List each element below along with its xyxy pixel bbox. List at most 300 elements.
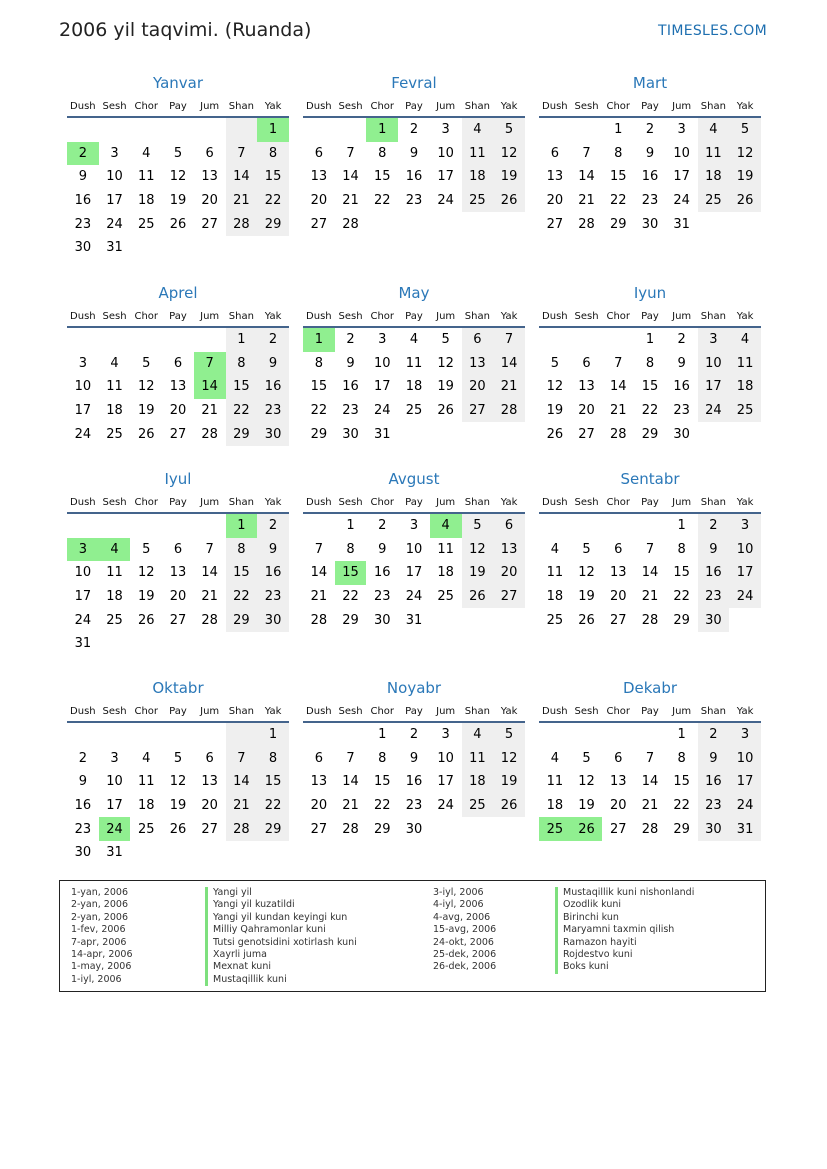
day-cell: 22	[226, 399, 258, 423]
day-cell: 5	[493, 118, 525, 142]
day-cell: 24	[106, 216, 123, 232]
day-cell: 11	[462, 747, 494, 771]
month-calendar	[303, 283, 525, 446]
day-cell: 17	[437, 169, 454, 185]
day-cell: 29	[673, 821, 690, 837]
month-name: Noyabr	[386, 679, 442, 697]
month-name: Mart	[632, 74, 668, 92]
legend-holiday-name: Boks kuni	[563, 961, 609, 973]
day-cell: 26	[169, 216, 187, 232]
day-cell: 21	[201, 403, 218, 419]
day-cell: 15	[373, 774, 391, 790]
month-calendar	[539, 469, 761, 632]
day-cell: 10	[74, 565, 92, 581]
empty-cell	[571, 118, 603, 142]
day-cell: 19	[578, 589, 595, 605]
day-cell: 11	[106, 379, 123, 395]
weekday-label: Pay	[405, 497, 423, 508]
day-grid	[303, 328, 525, 446]
legend-date: 26-dek, 2006	[433, 961, 497, 973]
weekday-label: Dush	[306, 706, 332, 717]
day-cell: 19	[546, 403, 564, 419]
day-cell: 8	[378, 750, 387, 766]
empty-cell	[194, 118, 226, 142]
day-cell: 3	[378, 332, 387, 348]
empty-cell	[303, 514, 335, 538]
day-cell: 23	[405, 798, 423, 814]
day-cell: 11	[106, 565, 123, 581]
day-grid	[539, 118, 761, 236]
day-cell: 14	[201, 565, 218, 581]
weekday-label: Dush	[306, 497, 332, 508]
day-cell: 22	[257, 794, 289, 818]
day-cell: 6	[550, 145, 559, 161]
weekday-label: Jum	[200, 101, 220, 112]
legend-date: 3-iyl, 2006	[433, 887, 484, 898]
day-cell: 25	[729, 399, 761, 423]
day-cell: 10	[74, 379, 92, 395]
day-cell: 4	[698, 118, 730, 142]
day-cell: 9	[409, 750, 419, 766]
empty-cell	[99, 118, 131, 142]
page-title: 2006 yil taqvimi. (Ruanda)	[59, 19, 312, 41]
weekday-label: Dush	[542, 706, 568, 717]
day-cell: 28	[201, 426, 218, 442]
day-cell: 21	[226, 189, 258, 213]
day-cell: 8	[226, 538, 258, 562]
day-cell: 13	[169, 379, 187, 395]
day-cell: 18	[462, 770, 494, 794]
day-cell: 27	[169, 426, 187, 442]
day-cell: 30	[74, 240, 92, 256]
day-cell: 7	[226, 142, 258, 166]
weekday-label: Jum	[436, 311, 456, 322]
day-cell: 25	[137, 821, 155, 837]
day-cell: 13	[462, 352, 494, 376]
weekday-label: Jum	[672, 311, 692, 322]
day-cell: 29	[310, 426, 328, 442]
empty-cell	[571, 514, 603, 538]
empty-cell	[634, 723, 666, 747]
weekday-label: Jum	[200, 497, 220, 508]
day-cell: 15	[257, 770, 289, 794]
day-cell: 24	[673, 193, 690, 209]
day-cell: 23	[257, 585, 289, 609]
day-cell: 22	[342, 589, 359, 605]
day-cell: 2	[698, 514, 730, 538]
day-cell: 30	[342, 426, 359, 442]
holiday-day-cell: 1	[303, 328, 335, 352]
day-cell: 29	[609, 216, 627, 232]
day-cell: 29	[226, 608, 258, 632]
day-cell: 14	[226, 770, 258, 794]
empty-cell	[99, 328, 131, 352]
day-cell: 13	[578, 379, 595, 395]
weekday-label: Chor	[606, 311, 631, 322]
day-cell: 17	[729, 770, 761, 794]
legend-holiday-name: Mustaqillik kuni nishonlandi	[563, 887, 695, 898]
day-cell: 27	[462, 399, 494, 423]
empty-cell	[303, 118, 335, 142]
weekday-label: Yak	[500, 497, 518, 508]
day-cell: 19	[137, 589, 155, 605]
weekday-label: Shan	[700, 101, 726, 112]
day-cell: 25	[137, 216, 155, 232]
weekday-label: Sesh	[102, 706, 127, 717]
day-cell: 25	[462, 189, 494, 213]
day-cell: 5	[173, 145, 183, 161]
empty-cell	[162, 328, 194, 352]
day-cell: 29	[226, 422, 258, 446]
day-cell: 24	[698, 399, 730, 423]
day-cell: 9	[346, 355, 355, 371]
legend-dates-left	[71, 887, 133, 986]
legend-holiday-name: Milliy Qahramonlar kuni	[213, 924, 326, 936]
weekday-label: Pay	[641, 497, 659, 508]
day-cell: 23	[673, 403, 690, 419]
weekday-label: Sesh	[574, 311, 599, 322]
day-cell: 3	[78, 355, 87, 371]
day-cell: 8	[314, 355, 323, 371]
day-cell: 22	[373, 193, 391, 209]
empty-cell	[303, 723, 335, 747]
day-cell: 23	[698, 585, 730, 609]
day-cell: 1	[614, 122, 623, 138]
day-cell: 4	[409, 332, 419, 348]
day-cell: 1	[677, 727, 686, 743]
day-cell: 23	[257, 399, 289, 423]
day-cell: 20	[609, 798, 627, 814]
day-cell: 9	[409, 145, 419, 161]
day-cell: 3	[729, 723, 761, 747]
day-cell: 18	[137, 193, 155, 209]
day-cell: 4	[142, 750, 151, 766]
day-cell: 13	[201, 169, 218, 185]
holiday-day-cell: 3	[67, 538, 99, 562]
day-cell: 15	[226, 375, 258, 399]
weekday-label: Chor	[606, 497, 631, 508]
month-calendar	[67, 73, 289, 260]
empty-cell	[335, 723, 367, 747]
day-cell: 20	[546, 193, 564, 209]
day-cell: 22	[673, 798, 690, 814]
day-cell: 5	[729, 118, 761, 142]
weekday-label: Yak	[500, 706, 518, 717]
day-cell: 26	[546, 426, 564, 442]
weekday-header	[539, 308, 761, 328]
day-cell: 22	[257, 189, 289, 213]
day-grid	[303, 118, 525, 236]
day-cell: 2	[409, 727, 419, 743]
month-name: Avgust	[388, 470, 440, 488]
empty-cell	[539, 118, 571, 142]
day-grid	[67, 118, 289, 260]
day-cell: 15	[609, 169, 627, 185]
day-cell: 2	[645, 122, 655, 138]
day-cell: 17	[437, 774, 454, 790]
day-cell: 11	[698, 142, 730, 166]
legend-date: 1-yan, 2006	[71, 887, 128, 898]
day-grid	[539, 514, 761, 632]
day-cell: 28	[226, 212, 258, 236]
day-cell: 11	[137, 774, 155, 790]
day-cell: 25	[437, 589, 454, 605]
holiday-day-cell: 15	[335, 561, 367, 585]
day-cell: 12	[462, 538, 494, 562]
day-cell: 15	[373, 169, 391, 185]
day-cell: 16	[74, 193, 92, 209]
day-cell: 25	[106, 612, 123, 628]
day-cell: 27	[310, 821, 328, 837]
day-cell: 24	[405, 589, 423, 605]
holiday-day-cell: 4	[99, 538, 131, 562]
weekday-label: Pay	[169, 706, 187, 717]
day-cell: 3	[677, 122, 686, 138]
day-cell: 10	[698, 352, 730, 376]
day-grid	[67, 723, 289, 865]
day-cell: 12	[729, 142, 761, 166]
day-cell: 16	[257, 375, 289, 399]
weekday-label: Jum	[672, 497, 692, 508]
legend-holiday-name: Ozodlik kuni	[563, 899, 621, 911]
day-cell: 16	[641, 169, 659, 185]
day-cell: 14	[578, 169, 595, 185]
weekday-label: Chor	[134, 497, 159, 508]
day-cell: 23	[342, 403, 359, 419]
day-cell: 14	[310, 565, 328, 581]
day-cell: 15	[641, 379, 659, 395]
day-cell: 7	[645, 541, 655, 557]
day-cell: 12	[437, 355, 454, 371]
day-grid	[539, 328, 761, 446]
legend-holiday-name: Mustaqillik kuni	[213, 973, 287, 985]
weekday-header	[67, 98, 289, 118]
day-cell: 11	[405, 355, 423, 371]
day-cell: 27	[609, 612, 627, 628]
day-cell: 21	[641, 589, 659, 605]
day-cell: 26	[137, 426, 155, 442]
day-cell: 16	[405, 774, 423, 790]
month-calendar	[303, 678, 525, 841]
day-cell: 28	[226, 817, 258, 841]
day-cell: 6	[314, 145, 323, 161]
month-calendar	[67, 469, 289, 656]
day-cell: 6	[582, 355, 591, 371]
holiday-day-cell: 1	[226, 514, 258, 538]
weekday-label: Pay	[169, 101, 187, 112]
day-cell: 13	[310, 169, 328, 185]
day-cell: 21	[609, 403, 627, 419]
day-cell: 14	[609, 379, 627, 395]
holiday-legend	[59, 880, 766, 992]
day-cell: 4	[110, 355, 119, 371]
day-cell: 20	[609, 589, 627, 605]
holiday-day-cell: 24	[99, 817, 131, 841]
day-cell: 2	[257, 328, 289, 352]
empty-cell	[67, 514, 99, 538]
legend-date: 2-yan, 2006	[71, 911, 128, 923]
weekday-label: Shan	[464, 311, 490, 322]
day-cell: 19	[578, 798, 595, 814]
day-cell: 7	[205, 541, 214, 557]
day-cell: 14	[342, 774, 359, 790]
day-cell: 22	[226, 585, 258, 609]
weekday-label: Dush	[70, 706, 96, 717]
day-cell: 3	[698, 328, 730, 352]
day-cell: 9	[78, 169, 87, 185]
day-cell: 16	[405, 169, 423, 185]
day-cell: 4	[550, 541, 559, 557]
day-cell: 20	[310, 193, 328, 209]
day-cell: 20	[578, 403, 595, 419]
day-cell: 15	[673, 565, 690, 581]
day-cell: 9	[698, 538, 730, 562]
day-cell: 25	[698, 189, 730, 213]
day-cell: 24	[437, 798, 454, 814]
day-cell: 17	[405, 565, 423, 581]
weekday-label: Chor	[134, 311, 159, 322]
day-cell: 6	[614, 541, 623, 557]
day-cell: 6	[493, 514, 525, 538]
empty-cell	[67, 328, 99, 352]
day-cell: 6	[205, 750, 214, 766]
weekday-label: Sesh	[338, 311, 363, 322]
day-cell: 15	[310, 379, 328, 395]
day-cell: 28	[641, 821, 659, 837]
day-cell: 6	[173, 355, 183, 371]
day-cell: 31	[673, 216, 690, 232]
day-cell: 8	[226, 352, 258, 376]
month-name: Oktabr	[152, 679, 204, 697]
weekday-header	[303, 703, 525, 723]
weekday-header	[67, 703, 289, 723]
weekday-label: Yak	[736, 706, 754, 717]
day-cell: 23	[698, 794, 730, 818]
weekday-header	[539, 494, 761, 514]
day-cell: 5	[582, 750, 591, 766]
legend-names-right	[555, 887, 694, 974]
day-grid	[67, 328, 289, 446]
day-cell: 27	[201, 821, 218, 837]
empty-cell	[130, 514, 162, 538]
day-cell: 16	[74, 798, 92, 814]
day-cell: 18	[405, 379, 423, 395]
day-cell: 5	[582, 541, 591, 557]
day-cell: 2	[257, 514, 289, 538]
weekday-label: Pay	[169, 311, 187, 322]
day-cell: 25	[546, 612, 564, 628]
day-cell: 31	[106, 845, 123, 861]
day-cell: 16	[698, 770, 730, 794]
day-cell: 21	[578, 193, 595, 209]
day-cell: 12	[546, 379, 564, 395]
day-cell: 12	[137, 565, 155, 581]
empty-cell	[602, 514, 634, 538]
weekday-label: Yak	[264, 706, 282, 717]
day-cell: 19	[169, 193, 187, 209]
day-cell: 25	[462, 794, 494, 818]
day-cell: 17	[698, 375, 730, 399]
legend-date: 1-may, 2006	[71, 961, 132, 973]
month-name: Sentabr	[620, 470, 680, 488]
day-cell: 29	[373, 821, 391, 837]
day-cell: 17	[673, 169, 690, 185]
day-cell: 25	[106, 426, 123, 442]
day-cell: 13	[546, 169, 564, 185]
day-cell: 21	[342, 798, 359, 814]
day-cell: 28	[310, 612, 328, 628]
weekday-label: Sesh	[102, 101, 127, 112]
day-cell: 14	[493, 352, 525, 376]
day-cell: 26	[493, 189, 525, 213]
weekday-label: Dush	[542, 101, 568, 112]
day-cell: 1	[226, 328, 258, 352]
weekday-label: Sesh	[338, 101, 363, 112]
weekday-label: Dush	[70, 497, 96, 508]
day-cell: 21	[641, 798, 659, 814]
day-cell: 26	[578, 612, 595, 628]
day-cell: 24	[729, 794, 761, 818]
day-cell: 6	[462, 328, 494, 352]
weekday-label: Chor	[370, 101, 395, 112]
day-cell: 31	[74, 636, 92, 652]
weekday-label: Sesh	[102, 497, 127, 508]
legend-holiday-name: Tutsi genotsidini xotirlash kuni	[213, 936, 357, 948]
day-cell: 31	[106, 240, 123, 256]
legend-date: 4-avg, 2006	[433, 911, 491, 923]
weekday-label: Pay	[405, 706, 423, 717]
weekday-label: Yak	[500, 101, 518, 112]
weekday-label: Shan	[228, 497, 254, 508]
month-calendar	[303, 73, 525, 236]
day-cell: 12	[578, 565, 595, 581]
day-cell: 10	[437, 145, 454, 161]
day-cell: 28	[493, 399, 525, 423]
day-cell: 9	[378, 541, 387, 557]
weekday-label: Shan	[700, 497, 726, 508]
day-cell: 3	[441, 727, 450, 743]
day-cell: 14	[641, 774, 659, 790]
day-cell: 29	[641, 426, 659, 442]
weekday-label: Yak	[736, 497, 754, 508]
weekday-label: Sesh	[338, 497, 363, 508]
weekday-label: Pay	[641, 101, 659, 112]
weekday-label: Shan	[464, 497, 490, 508]
day-cell: 12	[137, 379, 155, 395]
day-cell: 27	[609, 821, 627, 837]
day-grid	[67, 514, 289, 656]
weekday-label: Pay	[405, 101, 423, 112]
day-cell: 19	[437, 379, 454, 395]
day-cell: 8	[257, 142, 289, 166]
weekday-label: Pay	[169, 497, 187, 508]
day-cell: 19	[169, 798, 187, 814]
empty-cell	[67, 723, 99, 747]
weekday-label: Dush	[306, 311, 332, 322]
day-cell: 16	[698, 561, 730, 585]
brand-link[interactable]: TIMESLES.COM	[658, 23, 767, 39]
empty-cell	[194, 514, 226, 538]
day-cell: 11	[546, 565, 564, 581]
day-grid	[539, 723, 761, 841]
day-cell: 11	[546, 774, 564, 790]
day-cell: 21	[310, 589, 328, 605]
day-cell: 20	[493, 561, 525, 585]
day-cell: 21	[201, 589, 218, 605]
holiday-day-cell: 25	[539, 817, 571, 841]
day-cell: 30	[373, 612, 391, 628]
day-cell: 4	[550, 750, 559, 766]
